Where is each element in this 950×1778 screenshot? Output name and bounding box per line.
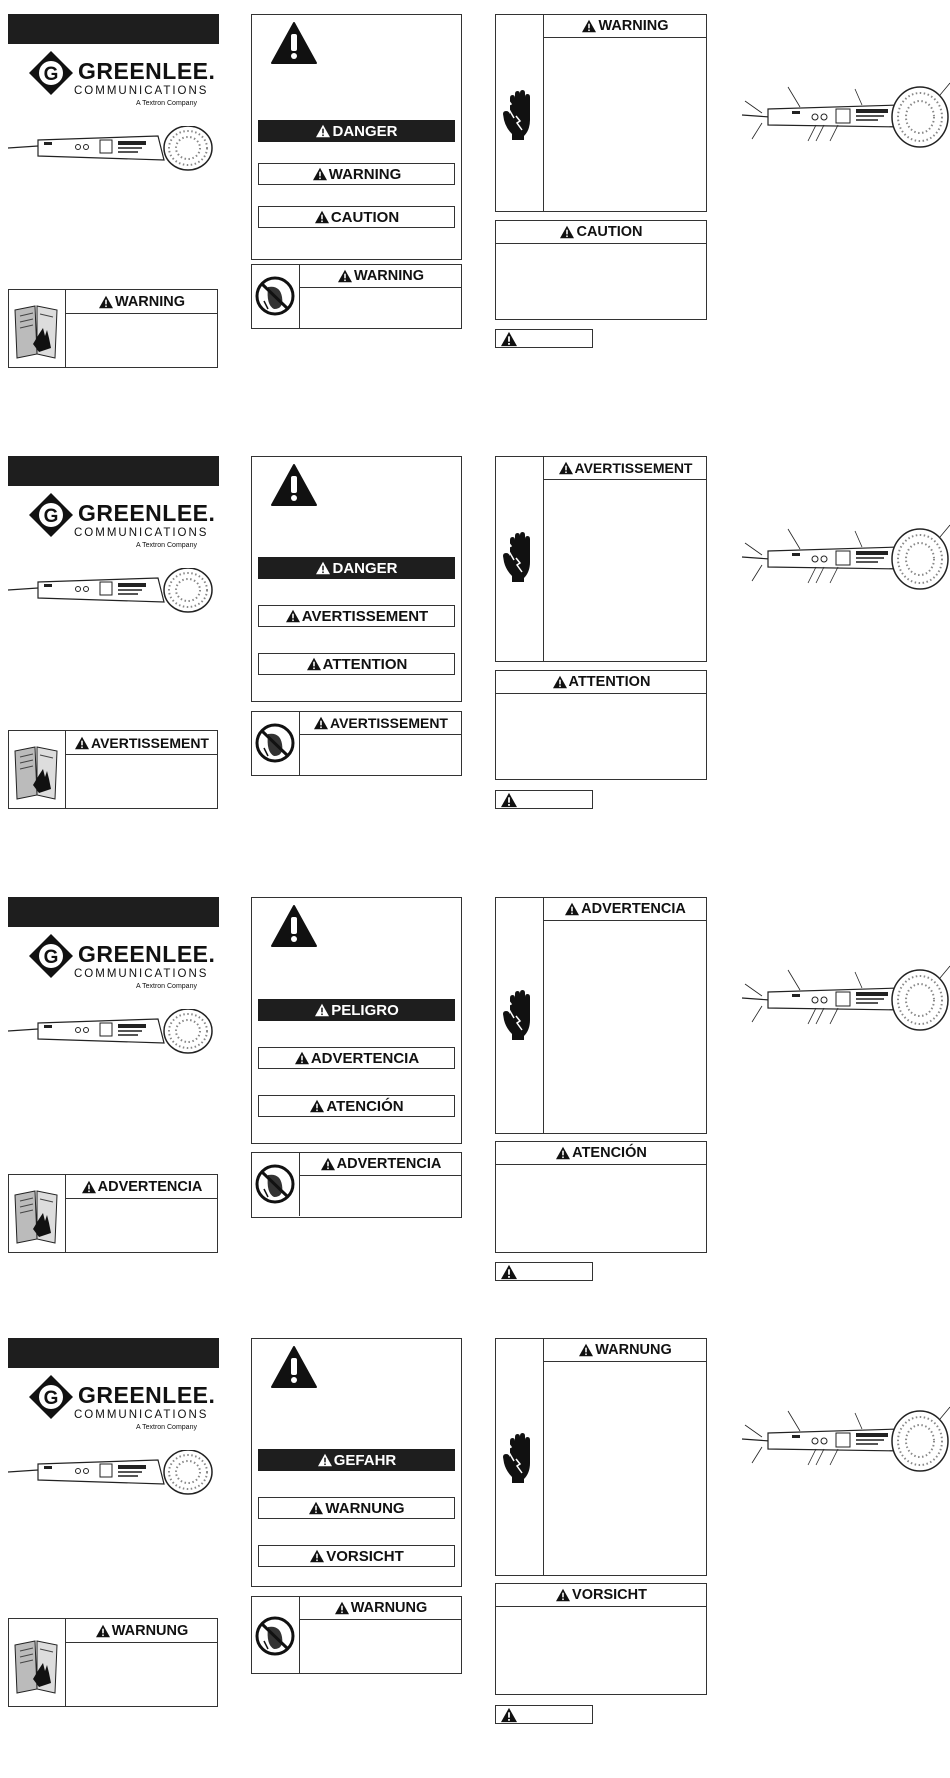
warning-triangle-icon — [74, 736, 90, 750]
safety-alert-symbol-icon — [270, 1345, 318, 1389]
warning-triangle-icon — [500, 792, 518, 808]
section-german — [0, 1338, 950, 1778]
no-smoking-warning-box — [251, 264, 462, 329]
warning-triangle-icon — [558, 461, 574, 475]
warning-triangle-icon — [309, 1099, 325, 1113]
brand-division: COMMUNICATIONS — [74, 85, 209, 97]
warning-signal: AVERTISSEMENT — [258, 605, 455, 627]
alert-symbol-box — [495, 329, 593, 348]
no-smoking-heading: WARNUNG — [300, 1597, 461, 1620]
no-smoking-heading: WARNING — [300, 265, 461, 288]
test-set-large-illustration — [740, 1403, 950, 1483]
electric-shock-warning-box — [495, 897, 707, 1134]
safety-alert-symbol-icon — [270, 463, 318, 507]
signal-words-box — [251, 897, 462, 1144]
warning-triangle-icon — [315, 124, 331, 138]
warning-triangle-icon — [98, 295, 114, 309]
caution-box — [495, 670, 707, 780]
read-manual-heading: WARNUNG — [66, 1619, 217, 1643]
danger-signal: DANGER — [258, 120, 455, 142]
greenlee-g-icon — [28, 933, 74, 979]
read-manual-warning-box — [8, 1174, 218, 1253]
warning-triangle-icon — [309, 1549, 325, 1563]
danger-signal: DANGER — [258, 557, 455, 579]
signal-words-box — [251, 456, 462, 702]
svg-text:G: G — [43, 1388, 59, 1409]
caution-box — [495, 1141, 707, 1253]
electric-shock-hand-icon — [496, 457, 544, 661]
caution-signal: VORSICHT — [258, 1545, 455, 1567]
greenlee-g-icon — [28, 50, 74, 96]
caution-signal: ATENCIÓN — [258, 1095, 455, 1117]
svg-text:G: G — [43, 64, 59, 85]
warning-triangle-icon — [306, 657, 322, 671]
warning-triangle-icon — [312, 167, 328, 181]
no-smoking-heading: ADVERTENCIA — [300, 1153, 461, 1176]
no-smoking-icon — [252, 265, 300, 328]
read-manual-heading: WARNING — [66, 290, 217, 314]
no-smoking-icon — [252, 712, 300, 775]
warning-triangle-icon — [314, 1003, 330, 1017]
caution-heading: ATTENTION — [496, 671, 706, 694]
brand-name: GREENLEE. — [78, 58, 216, 84]
greenlee-logo — [28, 50, 216, 120]
test-set-small-illustration — [8, 126, 214, 174]
warning-triangle-icon — [320, 1157, 336, 1171]
warning-triangle-icon — [500, 1707, 518, 1723]
shock-heading: WARNUNG — [544, 1339, 706, 1362]
danger-signal: GEFAHR — [258, 1449, 455, 1471]
signal-words-box — [251, 1338, 462, 1587]
greenlee-logo — [28, 1374, 216, 1444]
danger-signal: PELIGRO — [258, 999, 455, 1021]
warning-signal: WARNING — [258, 163, 455, 185]
test-set-large-illustration — [740, 962, 950, 1042]
electric-shock-hand-icon — [496, 15, 544, 211]
caution-heading: CAUTION — [496, 221, 706, 244]
brand-name: GREENLEE. — [78, 1382, 216, 1408]
no-smoking-icon — [252, 1153, 300, 1216]
warning-triangle-icon — [81, 1180, 97, 1194]
shock-heading: AVERTISSEMENT — [544, 457, 706, 480]
brand-tagline: A Textron Company — [136, 1424, 197, 1431]
shock-heading: WARNING — [544, 15, 706, 38]
safety-alert-symbol-icon — [270, 21, 318, 65]
read-manual-warning-box — [8, 730, 218, 809]
caution-signal: ATTENTION — [258, 653, 455, 675]
brand-tagline: A Textron Company — [136, 983, 197, 990]
section-spanish — [0, 897, 950, 1337]
test-set-large-illustration — [740, 79, 950, 159]
title-bar — [8, 897, 219, 927]
shock-heading: ADVERTENCIA — [544, 898, 706, 921]
caution-heading: VORSICHT — [496, 1584, 706, 1607]
test-set-large-illustration — [740, 521, 950, 601]
section-english — [0, 14, 950, 454]
caution-box — [495, 1583, 707, 1695]
warning-triangle-icon — [564, 902, 580, 916]
test-set-small-illustration — [8, 1450, 214, 1498]
warning-signal: ADVERTENCIA — [258, 1047, 455, 1069]
electric-shock-warning-box — [495, 14, 707, 212]
no-smoking-warning-box — [251, 711, 462, 776]
warning-triangle-icon — [314, 210, 330, 224]
signal-words-box — [251, 14, 462, 260]
electric-shock-warning-box — [495, 456, 707, 662]
brand-name: GREENLEE. — [78, 941, 216, 967]
warning-triangle-icon — [285, 609, 301, 623]
title-bar — [8, 1338, 219, 1368]
warning-triangle-icon — [294, 1051, 310, 1065]
safety-alert-symbol-icon — [270, 904, 318, 948]
warning-triangle-icon — [578, 1343, 594, 1357]
alert-symbol-box — [495, 1705, 593, 1724]
warning-triangle-icon — [313, 716, 329, 730]
electric-shock-hand-icon — [496, 1339, 544, 1575]
brand-division: COMMUNICATIONS — [74, 968, 209, 980]
greenlee-logo — [28, 933, 216, 1003]
brand-tagline: A Textron Company — [136, 100, 197, 107]
read-manual-warning-box — [8, 289, 218, 368]
warning-triangle-icon — [315, 561, 331, 575]
warning-triangle-icon — [334, 1601, 350, 1615]
greenlee-logo — [28, 492, 216, 562]
alert-symbol-box — [495, 790, 593, 809]
title-bar — [8, 456, 219, 486]
warning-triangle-icon — [559, 225, 575, 239]
caution-signal: CAUTION — [258, 206, 455, 228]
section-french — [0, 456, 950, 896]
no-smoking-warning-box — [251, 1152, 462, 1218]
warning-triangle-icon — [95, 1624, 111, 1638]
warning-signal: WARNUNG — [258, 1497, 455, 1519]
electric-shock-warning-box — [495, 1338, 707, 1576]
svg-text:G: G — [43, 506, 59, 527]
caution-heading: ATENCIÓN — [496, 1142, 706, 1165]
manual-book-icon — [9, 1175, 66, 1252]
electric-shock-hand-icon — [496, 898, 544, 1133]
brand-tagline: A Textron Company — [136, 542, 197, 549]
warning-triangle-icon — [337, 269, 353, 283]
warning-triangle-icon — [552, 675, 568, 689]
read-manual-warning-box — [8, 1618, 218, 1707]
warning-triangle-icon — [317, 1453, 333, 1467]
brand-division: COMMUNICATIONS — [74, 527, 209, 539]
test-set-small-illustration — [8, 1009, 214, 1057]
no-smoking-heading: AVERTISSEMENT — [300, 712, 461, 735]
title-bar — [8, 14, 219, 44]
test-set-small-illustration — [8, 568, 214, 616]
svg-text:G: G — [43, 947, 59, 968]
read-manual-heading: AVERTISSEMENT — [66, 731, 217, 755]
warning-triangle-icon — [500, 331, 518, 347]
greenlee-g-icon — [28, 1374, 74, 1420]
warning-triangle-icon — [555, 1146, 571, 1160]
caution-box — [495, 220, 707, 320]
brand-name: GREENLEE. — [78, 500, 216, 526]
warning-triangle-icon — [555, 1588, 571, 1602]
greenlee-g-icon — [28, 492, 74, 538]
warning-triangle-icon — [500, 1264, 518, 1280]
read-manual-heading: ADVERTENCIA — [66, 1175, 217, 1199]
warning-triangle-icon — [581, 19, 597, 33]
no-smoking-warning-box — [251, 1596, 462, 1674]
brand-division: COMMUNICATIONS — [74, 1409, 209, 1421]
manual-book-icon — [9, 731, 66, 808]
alert-symbol-box — [495, 1262, 593, 1281]
no-smoking-icon — [252, 1597, 300, 1673]
manual-book-icon — [9, 1619, 66, 1706]
manual-book-icon — [9, 290, 66, 367]
warning-triangle-icon — [308, 1501, 324, 1515]
